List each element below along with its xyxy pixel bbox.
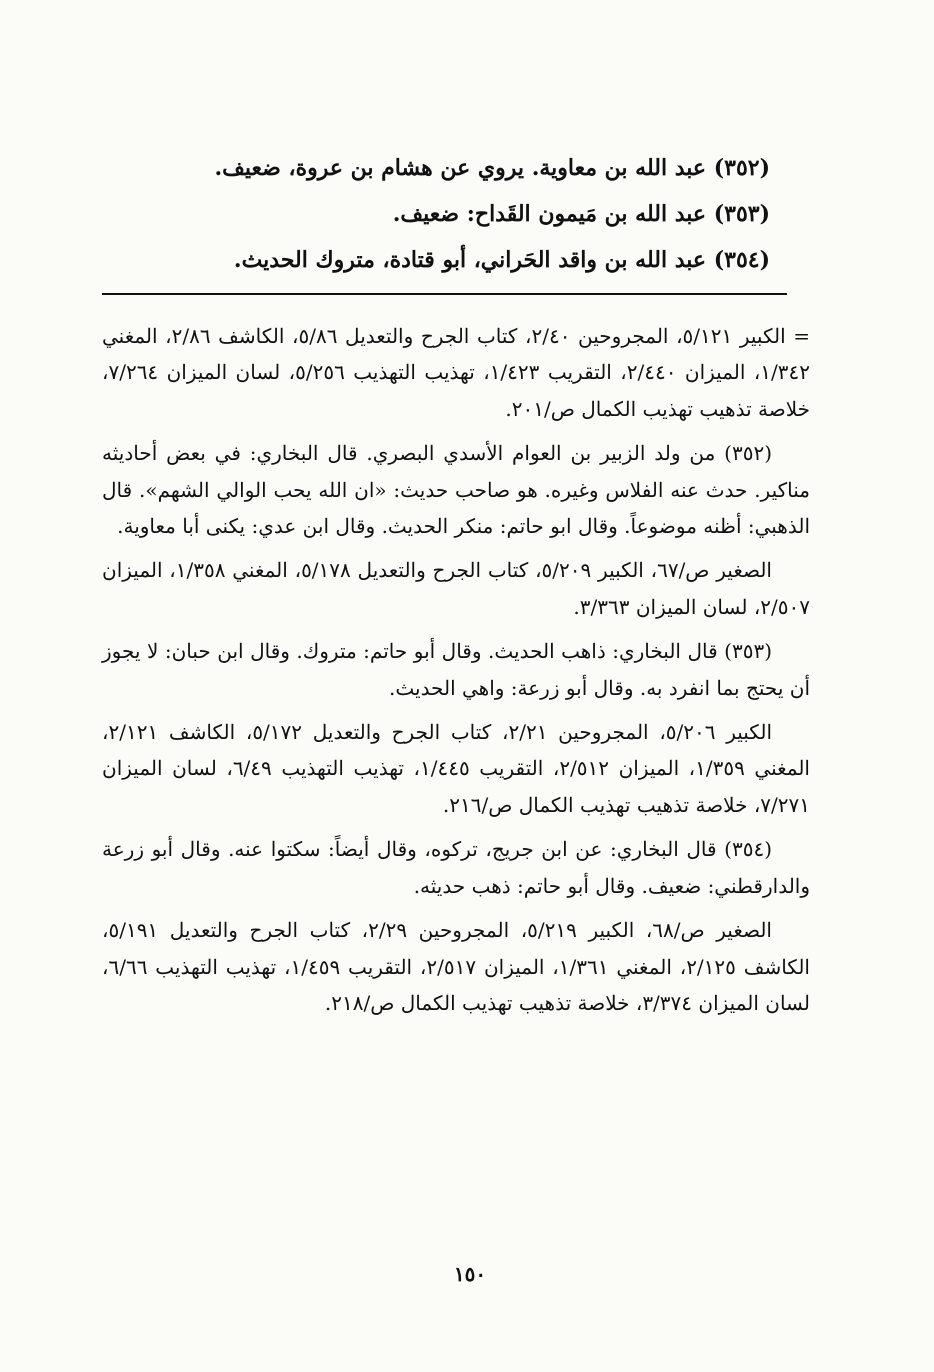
- footnote-354-sources: الصغير ص/٦٨، الكبير ٥/٢١٩، المجروحين ٢/٢٩، كتاب الجرح والتعديل ٥/١٩١، الكاشف ٢/١٢٥، المغني ١/٣٦١، الميزان ٢/٥١٧، التقريب ١/٤٥٩، تهذيب التهذيب ٦/٦٦، لسان الميزان ٣/٣٧٤، خلاصة تذهيب تهذيب الكمال ص/٢١٨.: [102, 918, 810, 1015]
- footnotes-block: [102, 318, 810, 1029]
- entry-352: (٣٥٢) عبد الله بن معاوية. يروي عن هشام بن عروة، ضعيف.: [214, 155, 770, 181]
- footnote-divider: [102, 293, 787, 295]
- entry-353: (٣٥٣) عبد الله بن مَيمون القَداح: ضعيف.: [392, 201, 770, 227]
- footnote-352-bio: (٣٥٢) من ولد الزبير بن العوام الأسدي البصري. قال البخاري: في بعض أحاديثه مناكير. حدث عنه الفلاس وغيره. هو صاحب حديث: «ان الله يحب الوالي الشهم». قال الذهبي: أظنه موضوعاً. وقال ابو حاتم: منكر الحديث. وقال ابن عدي: يكنى أبا معاوية.: [102, 441, 810, 539]
- entry-354: (٣٥٤) عبد الله بن واقد الحَراني، أبو قتادة، متروك الحديث.: [233, 247, 770, 273]
- footnote-continuation: = الكبير ٥/١٢١، المجروحين ٢/٤٠، كتاب الجرح والتعديل ٥/٨٦، الكاشف ٢/٨٦، المغني ١/٣٤٢، الميزان ٢/٤٤٠، التقريب ١/٤٢٣، تهذيب التهذيب ٥/٢٥٦، لسان الميزان ٧/٢٦٤، خلاصة تذهيب تهذيب الكمال ص/٢٠١.: [102, 324, 811, 421]
- entries-block: [170, 145, 770, 283]
- page-number: ١٥٠: [453, 1262, 487, 1286]
- footnote-354-bio: (٣٥٤) قال البخاري: عن ابن جريج، تركوه، وقال أيضاً: سكتوا عنه. وقال أبو زرعة والدارقطني: ضعيف. وقال أبو حاتم: ذهب حديثه.: [102, 837, 810, 898]
- footnote-353-bio: (٣٥٣) قال البخاري: ذاهب الحديث. وقال أبو حاتم: متروك. وقال ابن حبان: لا يجوز أن يحتج بما انفرد به. وقال أبو زرعة: واهي الحديث.: [102, 639, 810, 700]
- footnote-353-sources: الكبير ٥/٢٠٦، المجروحين ٢/٢١، كتاب الجرح والتعديل ٥/١٧٢، الكاشف ٢/١٢١، المغني ١/٣٥٩، الميزان ٢/٥١٢، التقريب ١/٤٤٥، تهذيب التهذيب ٦/٤٩، لسان الميزان ٧/٢٧١، خلاصة تذهيب تهذيب الكمال ص/٢١٦.: [102, 720, 810, 817]
- footnote-352-sources: الصغير ص/٦٧، الكبير ٥/٢٠٩، كتاب الجرح والتعديل ٥/١٧٨، المغني ١/٣٥٨، الميزان ٢/٥٠٧، لسان الميزان ٣/٣٦٣.: [102, 558, 810, 619]
